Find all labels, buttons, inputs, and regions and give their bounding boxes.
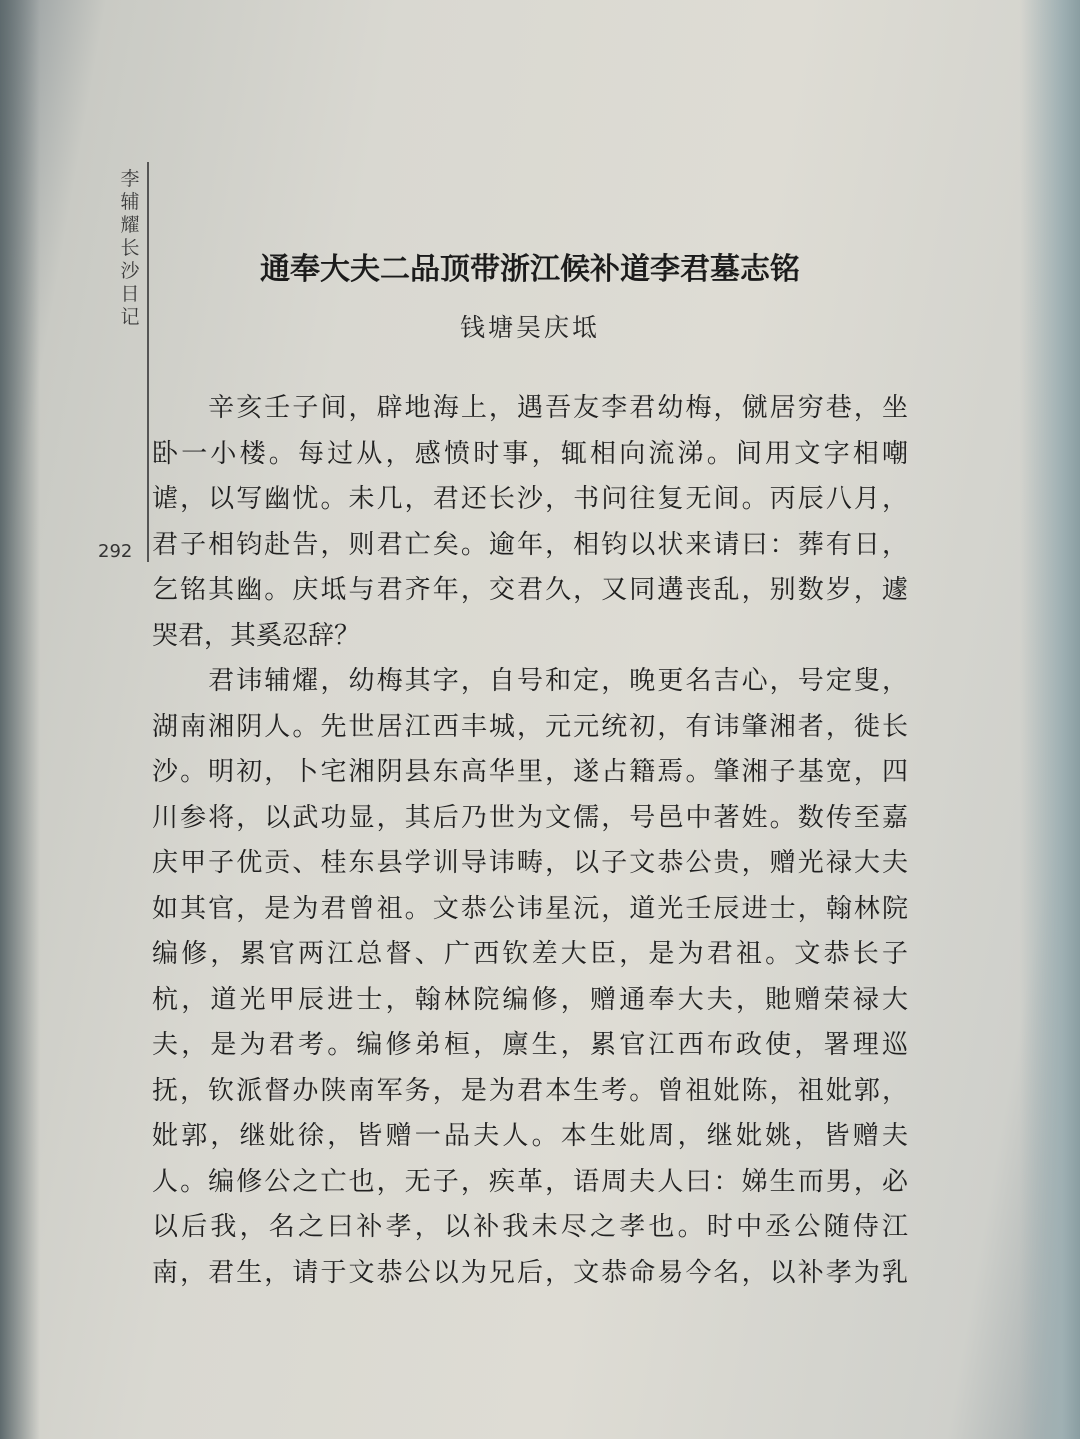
body-line: 沙。明初，卜宅湘阴县东高华里，遂占籍焉。肇湘子基宽，四: [152, 757, 908, 787]
body-line: 辛亥壬子间，辟地海上，遇吾友李君幼梅，僦居穷巷，坐: [152, 393, 908, 423]
side-rule: [147, 162, 149, 562]
page-edge: [1020, 0, 1080, 1439]
body-line: 南，君生，请于文恭公以为兄后，文恭命易今名，以补孝为乳: [152, 1257, 908, 1288]
article-author: 钱塘吴庆坻: [459, 313, 600, 342]
body-line: 湖南湘阴人。先世居江西丰城，元元统初，有讳肇湘者，徙长: [152, 711, 908, 742]
body-line: 如其官，是为君曾祖。文恭公讳星沅，道光壬辰进士，翰林院: [152, 893, 908, 924]
gutter-shadow: [0, 0, 40, 1439]
body-line: 卧一小楼。每过从，感愤时事，辄相向流涕。间用文字相嘲: [152, 438, 908, 469]
body-line: 川参将，以武功显，其后乃世为文儒，号邑中著姓。数传至嘉: [152, 802, 908, 833]
body-line: 谑，以写幽忧。未几，君还长沙，书问往复无间。丙辰八月，: [152, 484, 908, 514]
body-line: 以后我，名之曰补孝，以补我未尽之孝也。时中丞公随侍江: [152, 1212, 908, 1242]
article-title: 通奉大夫二品顶带浙江候补道李君墓志铭: [260, 252, 800, 287]
running-head: 李 辅 耀 长 沙 日 记: [120, 168, 140, 328]
article-body: [152, 386, 908, 1296]
body-line: 君讳辅燿，幼梅其字，自号和定，晚更名吉心，号定叟，: [152, 666, 908, 696]
body-line: 杭，道光甲辰进士，翰林院编修，赠通奉大夫，貤赠荣禄大: [152, 984, 908, 1015]
body-line: 君子相钧赴告，则君亡矣。逾年，相钧以状来请曰：葬有日，: [152, 529, 908, 560]
body-line: 乞铭其幽。庆坻与君齐年，交君久，又同遘丧乱，别数岁，遽: [152, 575, 908, 605]
body-line: 人。编修公之亡也，无子，疾革，语周夫人曰：娣生而男，必: [152, 1166, 908, 1197]
body-line: 哭君，其奚忍辞？: [152, 620, 361, 651]
body-line: 编修，累官两江总督、广西钦差大臣，是为君祖。文恭长子: [152, 939, 908, 969]
body-line: 夫，是为君考。编修弟桓，廪生，累官江西布政使，署理巡: [152, 1030, 908, 1060]
body-line: 庆甲子优贡、桂东县学训导讳畴，以子文恭公贵，赠光禄大夫: [152, 848, 908, 878]
body-line: 妣郭，继妣徐，皆赠一品夫人。本生妣周，继妣姚，皆赠夫: [152, 1121, 908, 1151]
page-number: 292: [98, 541, 133, 562]
body-line: 抚，钦派督办陕南军务，是为君本生考。曾祖妣陈，祖妣郭，: [152, 1075, 908, 1106]
